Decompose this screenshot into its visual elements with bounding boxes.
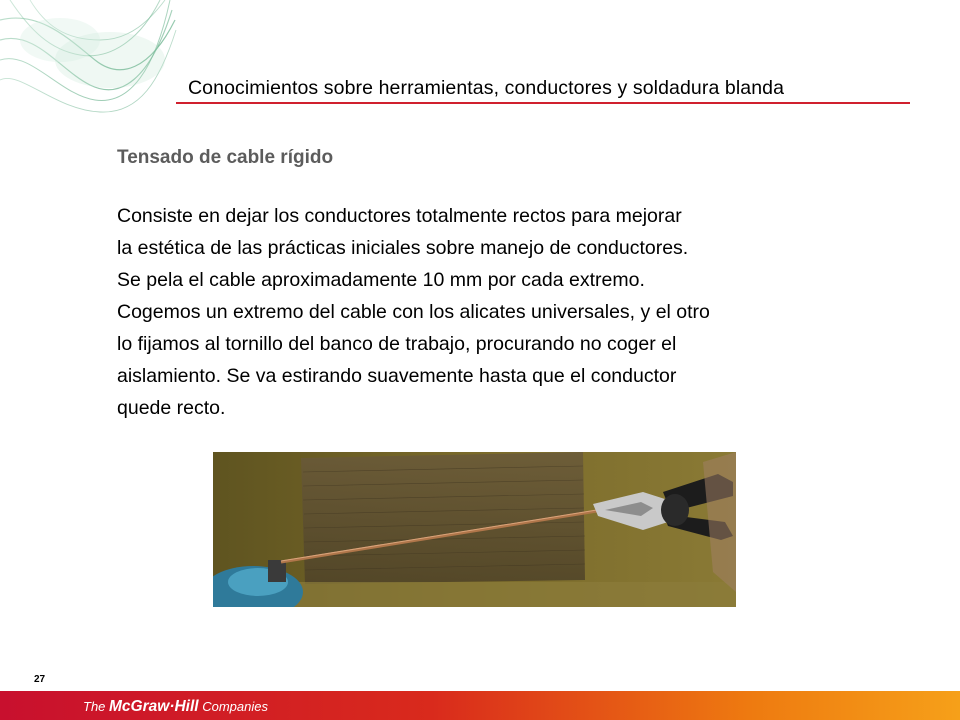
body-line: quede recto. bbox=[117, 397, 226, 419]
slide-header-title: Conocimientos sobre herramientas, conductores y soldadura blanda bbox=[188, 77, 785, 99]
body-line: Cogemos un extremo del cable con los alicates universales, y el otro bbox=[117, 301, 710, 323]
decorative-swirl bbox=[0, 0, 180, 118]
publisher-logo bbox=[83, 698, 268, 715]
body-line: lo fijamos al tornillo del banco de trabajo, procurando no coger el bbox=[117, 333, 677, 355]
header-rule bbox=[176, 102, 910, 104]
cable-tensioning-photo bbox=[213, 452, 736, 607]
body-line: la estética de las prácticas iniciales sobre manejo de conductores. bbox=[117, 237, 689, 259]
body-line: aislamiento. Se va estirando suavemente hasta que el conductor bbox=[117, 365, 677, 387]
logo-companies: Companies bbox=[198, 699, 268, 714]
section-heading: Tensado de cable rígido bbox=[117, 147, 334, 168]
logo-the: The bbox=[83, 699, 110, 714]
logo-brand: McGraw·Hill bbox=[109, 698, 199, 715]
footer-band bbox=[0, 691, 960, 720]
body-line: Se pela el cable aproximadamente 10 mm por cada extremo. bbox=[117, 269, 645, 291]
page-number: 27 bbox=[34, 674, 46, 685]
body-line: Consiste en dejar los conductores totalmente rectos para mejorar bbox=[117, 205, 682, 227]
body-paragraph bbox=[117, 200, 877, 424]
